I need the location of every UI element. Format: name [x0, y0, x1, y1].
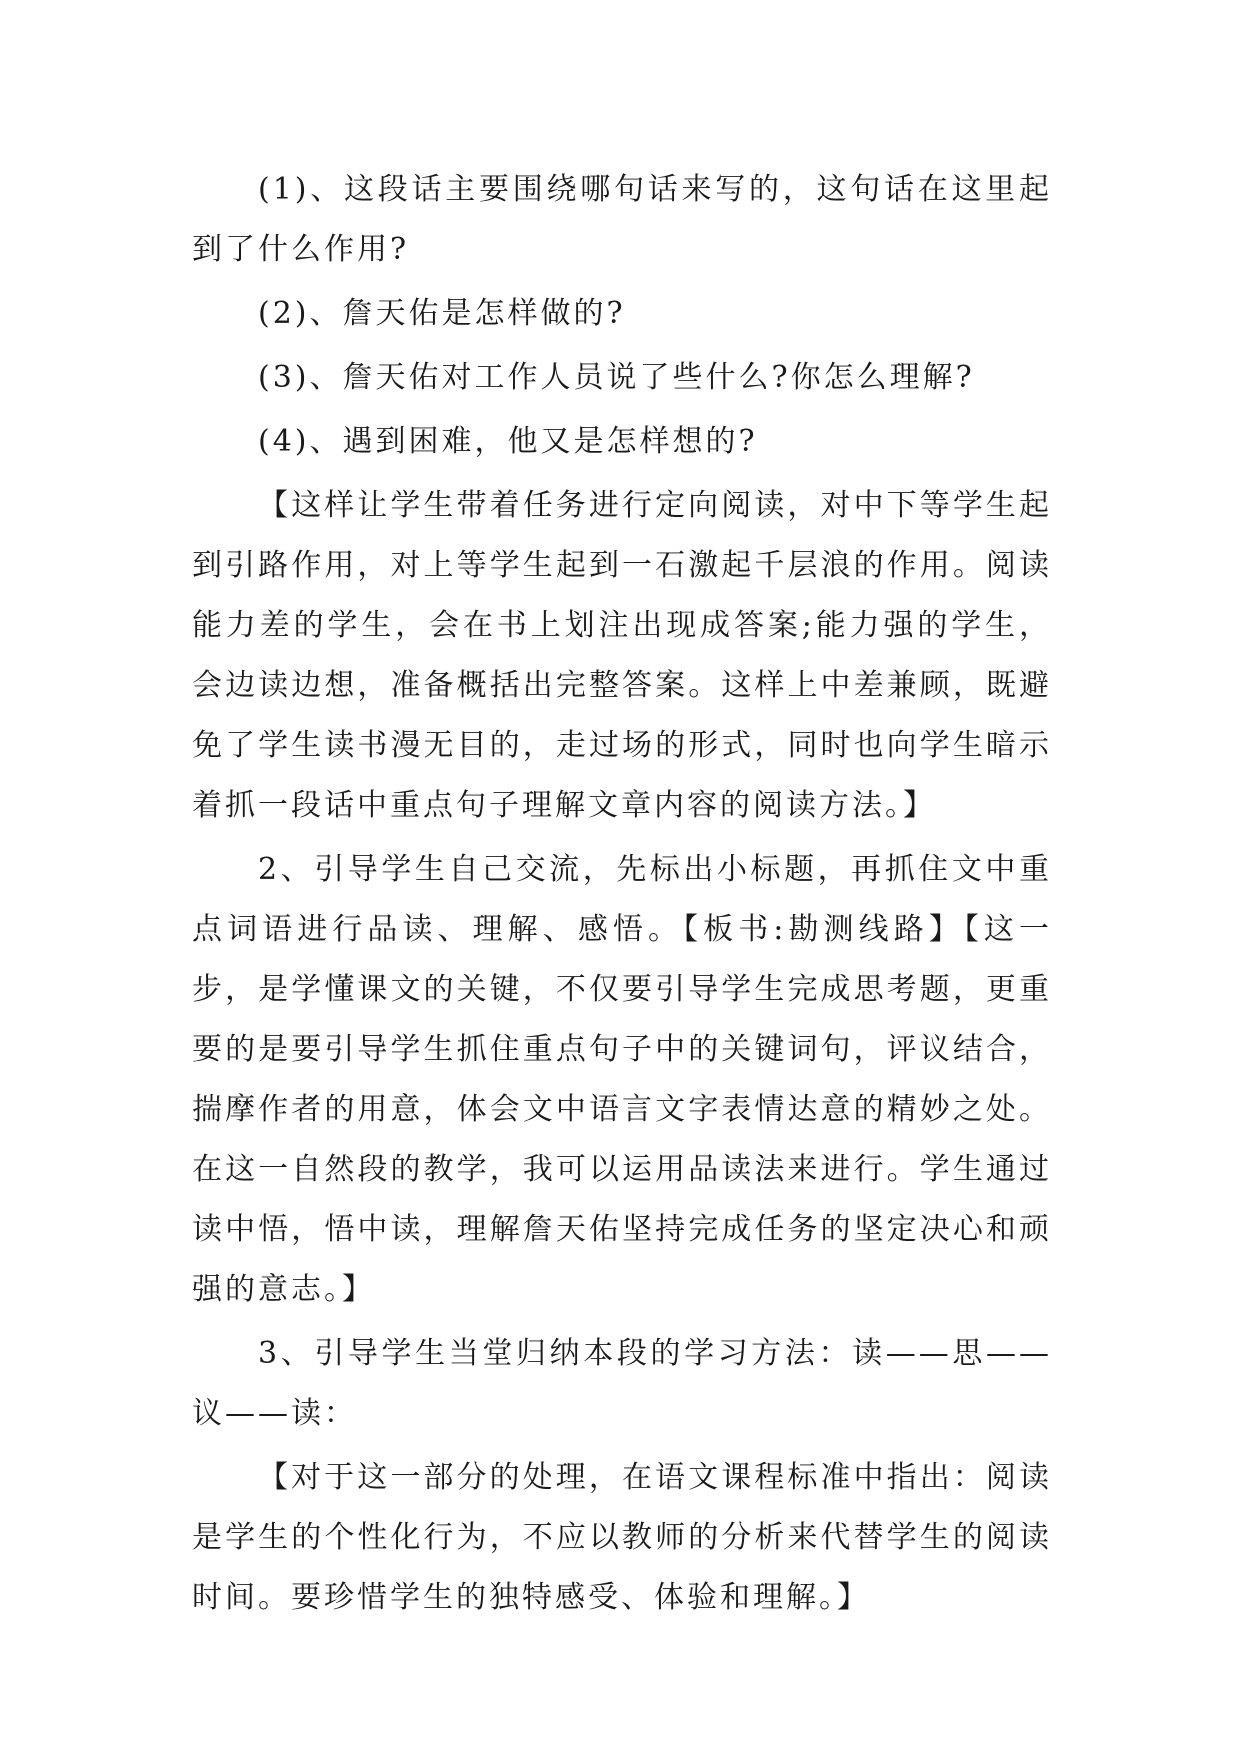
- step-3-paragraph: 3、引导学生当堂归纳本段的学习方法：读——思——议——读：: [192, 1336, 1052, 1431]
- document-body: [192, 160, 1052, 1632]
- question-2: (2)、詹天佑是怎样做的?: [258, 296, 626, 331]
- commentary-curriculum: 【对于这一部分的处理，在语文课程标准中指出：阅读是学生的个性化行为，不应以教师的分析来代替学生的阅读时间。要珍惜学生的独特感受、体验和理解。】: [192, 1460, 1052, 1615]
- step-2-paragraph: 2、引导学生自己交流，先标出小标题，再抓住文中重点词语进行品读、理解、感悟。【板书:勘测线路】【这一步，是学懂课文的关键，不仅要引导学生完成思考题，更重要的是要引导学生抓住重点句子中的关键词句，评议结合，揣摩作者的用意，体会文中语言文字表情达意的精妙之处。在这一自然段的教学，我可以运用品读法来进行。学生通过读中悟，悟中读，理解詹天佑坚持完成任务的坚定决心和顽强的意志。】: [192, 852, 1052, 1307]
- commentary-reading-task: 【这样让学生带着任务进行定向阅读，对中下等学生起到引路作用，对上等学生起到一石激起千层浪的作用。阅读能力差的学生，会在书上划注出现成答案;能力强的学生，会边读边想，准备概括出完整答案。这样上中差兼顾，既避免了学生读书漫无目的，走过场的形式，同时也向学生暗示着抓一段话中重点句子理解文章内容的阅读方法。】: [192, 488, 1052, 823]
- question-4: (4)、遇到困难，他又是怎样想的?: [258, 424, 758, 459]
- question-3: (3)、詹天佑对工作人员说了些什么?你怎么理解?: [258, 360, 975, 395]
- question-1: (1)、这段话主要围绕哪句话来写的，这句话在这里起到了什么作用?: [192, 172, 1052, 267]
